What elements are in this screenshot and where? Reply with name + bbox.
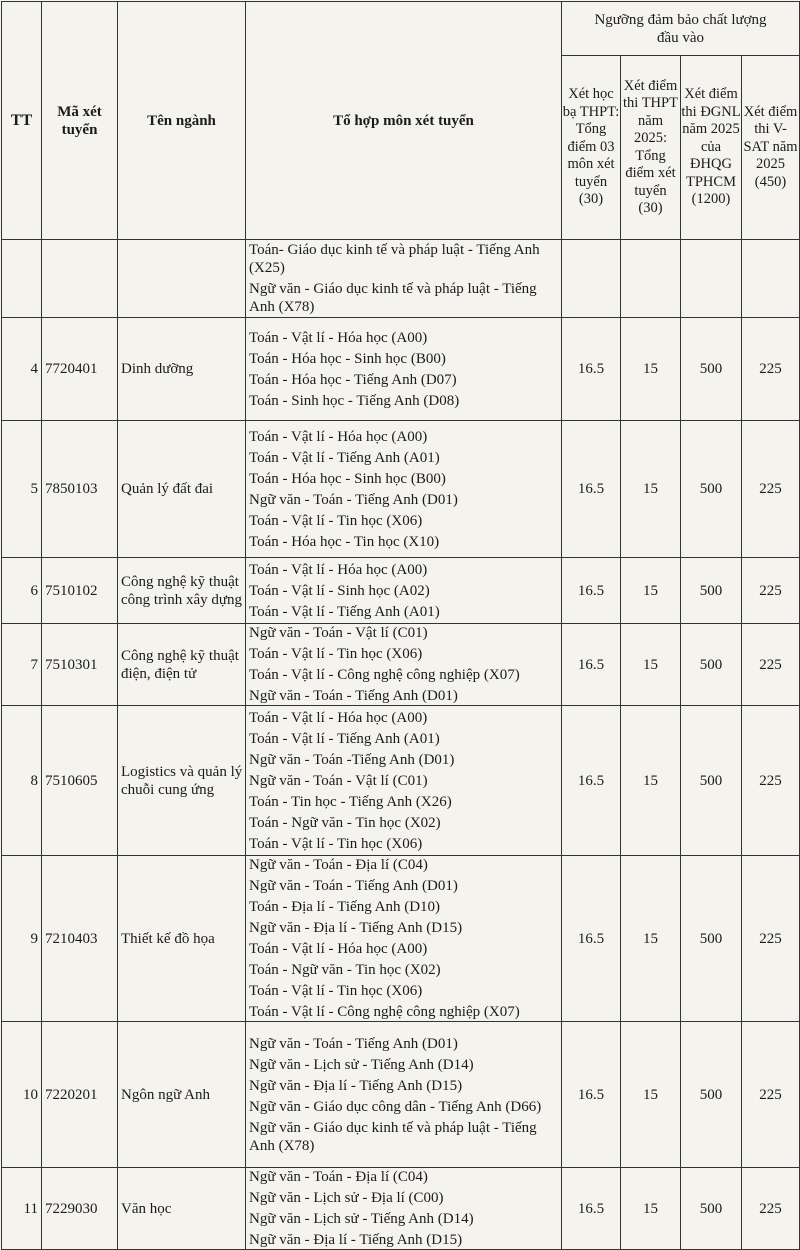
cell-ma: 7210403 bbox=[42, 856, 118, 1022]
cell-ma: 7220201 bbox=[42, 1022, 118, 1168]
cell-tt: 8 bbox=[2, 706, 42, 856]
cell-dgnl: 500 bbox=[681, 1168, 742, 1250]
cell-thpt: 15 bbox=[621, 624, 681, 706]
table-row bbox=[2, 558, 800, 624]
cell-ten-nganh: Thiết kế đồ họa bbox=[118, 856, 246, 1022]
combo-item: Ngữ văn - Toán - Tiếng Anh (D01) bbox=[249, 878, 458, 894]
cell-hocba: 16.5 bbox=[562, 1022, 621, 1168]
cell-ten-nganh: Logistics và quản lý chuỗi cung ứng bbox=[118, 706, 246, 856]
combo-item: Ngữ văn - Lịch sử - Địa lí (C00) bbox=[249, 1190, 444, 1206]
combo-item: Toán - Hóa học - Tiếng Anh (D07) bbox=[249, 371, 457, 388]
combo-item: Ngữ văn - Toán - Vật lí (C01) bbox=[249, 625, 428, 641]
combo-item: Toán - Vật lí - Hóa học (A00) bbox=[249, 709, 428, 726]
combo-item: Ngữ văn - Địa lí - Tiếng Anh (D15) bbox=[249, 920, 463, 936]
combo-item: Ngữ văn - Giáo dục công dân - Tiếng Anh (D66) bbox=[249, 1098, 542, 1115]
cell-tt: 5 bbox=[2, 421, 42, 558]
cell-hocba bbox=[562, 240, 621, 318]
header-col-dgnl: Xét điểm thi ĐGNL năm 2025 của ĐHQG TPHCM (1200) bbox=[681, 56, 742, 240]
combo-item: Toán - Hóa học - Sinh học (B00) bbox=[249, 470, 446, 487]
header-ten-nganh: Tên ngành bbox=[118, 2, 246, 240]
cell-vsat: 225 bbox=[742, 1022, 800, 1168]
cell-dgnl: 500 bbox=[681, 318, 742, 421]
cell-hocba: 16.5 bbox=[562, 558, 621, 624]
cell-vsat bbox=[742, 240, 800, 318]
cell-dgnl bbox=[681, 240, 742, 318]
combo-item: Ngữ văn - Toán - Địa lí (C04) bbox=[249, 1169, 428, 1185]
combo-item: Toán - Vật lí - Tin học (X06) bbox=[249, 512, 423, 529]
cell-dgnl: 500 bbox=[681, 558, 742, 624]
cell-to-hop bbox=[246, 1168, 562, 1250]
cell-hocba: 16.5 bbox=[562, 856, 621, 1022]
cell-hocba: 16.5 bbox=[562, 1168, 621, 1250]
combo-item: Toán - Vật lí - Sinh học (A02) bbox=[249, 582, 430, 599]
cell-ten-nganh: Dinh dưỡng bbox=[118, 318, 246, 421]
cell-tt bbox=[2, 240, 42, 318]
combo-item: Toán - Vật lí - Hóa học (A00) bbox=[249, 941, 428, 957]
table-row bbox=[2, 624, 800, 706]
cell-tt: 7 bbox=[2, 624, 42, 706]
combo-item: Toán - Sinh học - Tiếng Anh (D08) bbox=[249, 392, 460, 409]
cell-dgnl: 500 bbox=[681, 706, 742, 856]
cell-ma bbox=[42, 240, 118, 318]
cell-to-hop bbox=[246, 558, 562, 624]
combo-item: Ngữ văn - Lịch sử - Tiếng Anh (D14) bbox=[249, 1056, 474, 1073]
cell-ma: 7850103 bbox=[42, 421, 118, 558]
header-col-hocba: Xét học bạ THPT: Tổng điểm 03 môn xét tuyển (30) bbox=[562, 56, 621, 240]
table-row bbox=[2, 856, 800, 1022]
cell-ten-nganh bbox=[118, 240, 246, 318]
header-ma-xet-tuyen: Mã xét tuyển bbox=[42, 2, 118, 240]
cell-hocba: 16.5 bbox=[562, 624, 621, 706]
combo-item: Toán - Hóa học - Sinh học (B00) bbox=[249, 350, 446, 367]
table-row bbox=[2, 318, 800, 421]
cell-ma: 7720401 bbox=[42, 318, 118, 421]
cell-to-hop bbox=[246, 240, 562, 318]
combo-item: Toán - Vật lí - Hóa học (A00) bbox=[249, 329, 428, 346]
combo-item: Toán - Vật lí - Công nghệ công nghiệp (X07) bbox=[249, 667, 520, 683]
cell-to-hop bbox=[246, 421, 562, 558]
cell-thpt: 15 bbox=[621, 1168, 681, 1250]
combo-item: Ngữ văn - Địa lí - Tiếng Anh (D15) bbox=[249, 1077, 463, 1094]
admission-table bbox=[1, 1, 800, 1250]
cell-tt: 6 bbox=[2, 558, 42, 624]
cell-thpt: 15 bbox=[621, 421, 681, 558]
combo-item: Ngữ văn - Địa lí - Tiếng Anh (D15) bbox=[249, 1232, 463, 1248]
cell-hocba: 16.5 bbox=[562, 318, 621, 421]
header-tt: TT bbox=[2, 2, 42, 240]
cell-ma: 7229030 bbox=[42, 1168, 118, 1250]
combo-item: Toán - Ngữ văn - Tin học (X02) bbox=[249, 814, 441, 831]
cell-to-hop bbox=[246, 624, 562, 706]
combo-item: Toán - Tin học - Tiếng Anh (X26) bbox=[249, 793, 452, 810]
combo-item: Ngữ văn - Toán - Vật lí (C01) bbox=[249, 772, 428, 789]
cell-dgnl: 500 bbox=[681, 421, 742, 558]
combo-item: Toán - Địa lí - Tiếng Anh (D10) bbox=[249, 899, 441, 915]
header-nguong: Ngưỡng đảm bảo chất lượng đầu vào bbox=[562, 2, 800, 56]
cell-hocba: 16.5 bbox=[562, 421, 621, 558]
cell-to-hop bbox=[246, 1022, 562, 1168]
combo-item: Toán - Vật lí - Tin học (X06) bbox=[249, 983, 423, 999]
combo-item: Toán - Ngữ văn - Tin học (X02) bbox=[249, 962, 441, 978]
table-row bbox=[2, 706, 800, 856]
combo-item: Toán - Vật lí - Công nghệ công nghiệp (X07) bbox=[249, 1004, 520, 1020]
table-row bbox=[2, 421, 800, 558]
combo-item: Toán- Giáo dục kinh tế và pháp luật - Tiếng Anh (X25) bbox=[249, 242, 544, 276]
combo-item: Ngữ văn - Giáo dục kinh tế và pháp luật - Tiếng Anh (X78) bbox=[249, 281, 540, 315]
cell-tt: 9 bbox=[2, 856, 42, 1022]
cell-thpt: 15 bbox=[621, 558, 681, 624]
cell-vsat: 225 bbox=[742, 706, 800, 856]
combo-item: Ngữ văn - Giáo dục kinh tế và pháp luật - Tiếng Anh (X78) bbox=[249, 1119, 540, 1154]
combo-item: Toán - Vật lí - Tiếng Anh (A01) bbox=[249, 449, 440, 466]
header-col-thpt: Xét điểm thi THPT năm 2025: Tổng điểm xét tuyển (30) bbox=[621, 56, 681, 240]
cell-vsat: 225 bbox=[742, 558, 800, 624]
cell-ten-nganh: Công nghệ kỹ thuật điện, điện tử bbox=[118, 624, 246, 706]
cell-ma: 7510605 bbox=[42, 706, 118, 856]
cell-thpt: 15 bbox=[621, 856, 681, 1022]
cell-hocba: 16.5 bbox=[562, 706, 621, 856]
cell-ma: 7510301 bbox=[42, 624, 118, 706]
combo-item: Toán - Vật lí - Tiếng Anh (A01) bbox=[249, 603, 440, 620]
combo-item: Toán - Hóa học - Tin học (X10) bbox=[249, 533, 440, 550]
cell-vsat: 225 bbox=[742, 624, 800, 706]
cell-thpt: 15 bbox=[621, 318, 681, 421]
cell-thpt: 15 bbox=[621, 1022, 681, 1168]
cell-ten-nganh: Văn học bbox=[118, 1168, 246, 1250]
header-to-hop: Tổ hợp môn xét tuyển bbox=[246, 2, 562, 240]
combo-item: Ngữ văn - Toán -Tiếng Anh (D01) bbox=[249, 751, 455, 768]
cell-ma: 7510102 bbox=[42, 558, 118, 624]
combo-item: Ngữ văn - Toán - Tiếng Anh (D01) bbox=[249, 491, 458, 508]
cell-dgnl: 500 bbox=[681, 856, 742, 1022]
table-row bbox=[2, 1022, 800, 1168]
table-body bbox=[2, 240, 800, 1250]
cell-ten-nganh: Quản lý đất đai bbox=[118, 421, 246, 558]
combo-item: Toán - Vật lí - Hóa học (A00) bbox=[249, 561, 428, 578]
cell-vsat: 225 bbox=[742, 1168, 800, 1250]
cell-tt: 11 bbox=[2, 1168, 42, 1250]
cell-thpt: 15 bbox=[621, 706, 681, 856]
header-col-vsat: Xét điểm thi V-SAT năm 2025 (450) bbox=[742, 56, 800, 240]
table-row bbox=[2, 1168, 800, 1250]
cell-thpt bbox=[621, 240, 681, 318]
cell-to-hop bbox=[246, 706, 562, 856]
cell-vsat: 225 bbox=[742, 856, 800, 1022]
combo-item: Toán - Vật lí - Tin học (X06) bbox=[249, 646, 423, 662]
combo-item: Toán - Vật lí - Tin học (X06) bbox=[249, 835, 423, 852]
combo-item: Ngữ văn - Toán - Tiếng Anh (D01) bbox=[249, 688, 458, 704]
combo-item: Ngữ văn - Toán - Tiếng Anh (D01) bbox=[249, 1035, 458, 1052]
combo-item: Ngữ văn - Lịch sử - Tiếng Anh (D14) bbox=[249, 1211, 474, 1227]
cell-to-hop bbox=[246, 856, 562, 1022]
cell-dgnl: 500 bbox=[681, 624, 742, 706]
cell-vsat: 225 bbox=[742, 318, 800, 421]
table-row bbox=[2, 240, 800, 318]
cell-dgnl: 500 bbox=[681, 1022, 742, 1168]
combo-item: Toán - Vật lí - Hóa học (A00) bbox=[249, 428, 428, 445]
cell-tt: 4 bbox=[2, 318, 42, 421]
cell-tt: 10 bbox=[2, 1022, 42, 1168]
combo-item: Ngữ văn - Toán - Địa lí (C04) bbox=[249, 857, 428, 873]
cell-ten-nganh: Ngôn ngữ Anh bbox=[118, 1022, 246, 1168]
combo-item: Toán - Vật lí - Tiếng Anh (A01) bbox=[249, 730, 440, 747]
cell-ten-nganh: Công nghệ kỹ thuật công trình xây dựng bbox=[118, 558, 246, 624]
cell-to-hop bbox=[246, 318, 562, 421]
cell-vsat: 225 bbox=[742, 421, 800, 558]
